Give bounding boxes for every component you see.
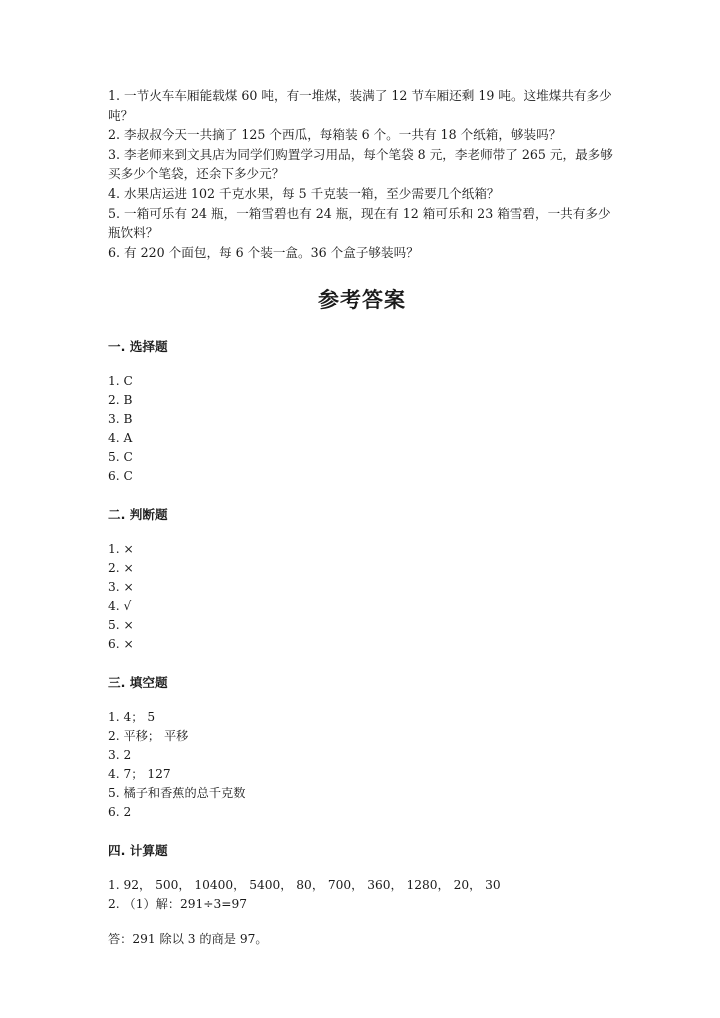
section-heading: 四. 计算题	[108, 843, 168, 859]
final-answer-note: 答：291 除以 3 的商是 97。	[108, 932, 268, 947]
word-problems	[108, 86, 616, 262]
answer-item: 3. 2	[108, 748, 132, 763]
problem-6: 6. 有 220 个面包，每 6 个装一盒。36 个盒子够装吗？	[108, 244, 419, 260]
answer-title: 参考答案	[318, 288, 406, 313]
section-choice	[108, 336, 616, 486]
answer-list	[108, 876, 616, 914]
answer-item: 6. C	[108, 469, 133, 484]
answer-item: 2. （1）解：291÷3=97	[108, 897, 247, 912]
answer-item: 1. 4； 5	[108, 710, 156, 725]
answer-item: 2. 平移； 平移	[108, 729, 189, 744]
answer-list	[108, 372, 616, 486]
problem-1: 1. 一节火车车厢能载煤 60 吨，有一堆煤，装满了 12 节车厢还剩 19 吨。这堆煤共有多少吨？	[108, 88, 612, 123]
answer-item: 5. C	[108, 450, 133, 465]
answer-item: 4. √	[108, 599, 132, 614]
section-judgement	[108, 504, 616, 654]
section-heading: 一. 选择题	[108, 339, 168, 355]
answer-item: 2. ×	[108, 561, 134, 576]
answer-item: 6. 2	[108, 805, 132, 820]
answer-item: 2. B	[108, 393, 133, 408]
answer-item: 1. 92， 500， 10400， 5400， 80， 700， 360， 1280， 20， 30	[108, 878, 501, 893]
answer-item: 4. A	[108, 431, 133, 446]
section-fill-blank	[108, 672, 616, 822]
problem-3: 3. 李老师来到文具店为同学们购置学习用品，每个笔袋 8 元，李老师带了 265 元，最多够买多少个笔袋，还余下多少元？	[108, 146, 613, 182]
section-heading: 三. 填空题	[108, 675, 168, 691]
problem-2: 2. 李叔叔今天一共摘了 125 个西瓜，每箱装 6 个。一共有 18 个纸箱，够装吗？	[108, 127, 562, 143]
answer-item: 5. ×	[108, 618, 134, 633]
answer-list	[108, 540, 616, 654]
answer-list	[108, 708, 616, 822]
answer-item: 3. ×	[108, 580, 134, 595]
answer-item: 6. ×	[108, 637, 134, 652]
section-calculation	[108, 840, 616, 914]
answer-item: 1. C	[108, 374, 133, 389]
section-heading: 二. 判断题	[108, 507, 168, 523]
answer-item: 1. ×	[108, 542, 134, 557]
problem-5: 5. 一箱可乐有 24 瓶，一箱雪碧也有 24 瓶，现在有 12 箱可乐和 23 箱雪碧，一共有多少瓶饮料？	[108, 205, 611, 241]
answer-item: 5. 橘子和香蕉的总千克数	[108, 786, 246, 801]
answer-item: 4. 7； 127	[108, 767, 171, 782]
answer-item: 3. B	[108, 412, 133, 427]
problem-4: 4. 水果店运进 102 千克水果，每 5 千克装一箱，至少需要几个纸箱？	[108, 185, 500, 201]
